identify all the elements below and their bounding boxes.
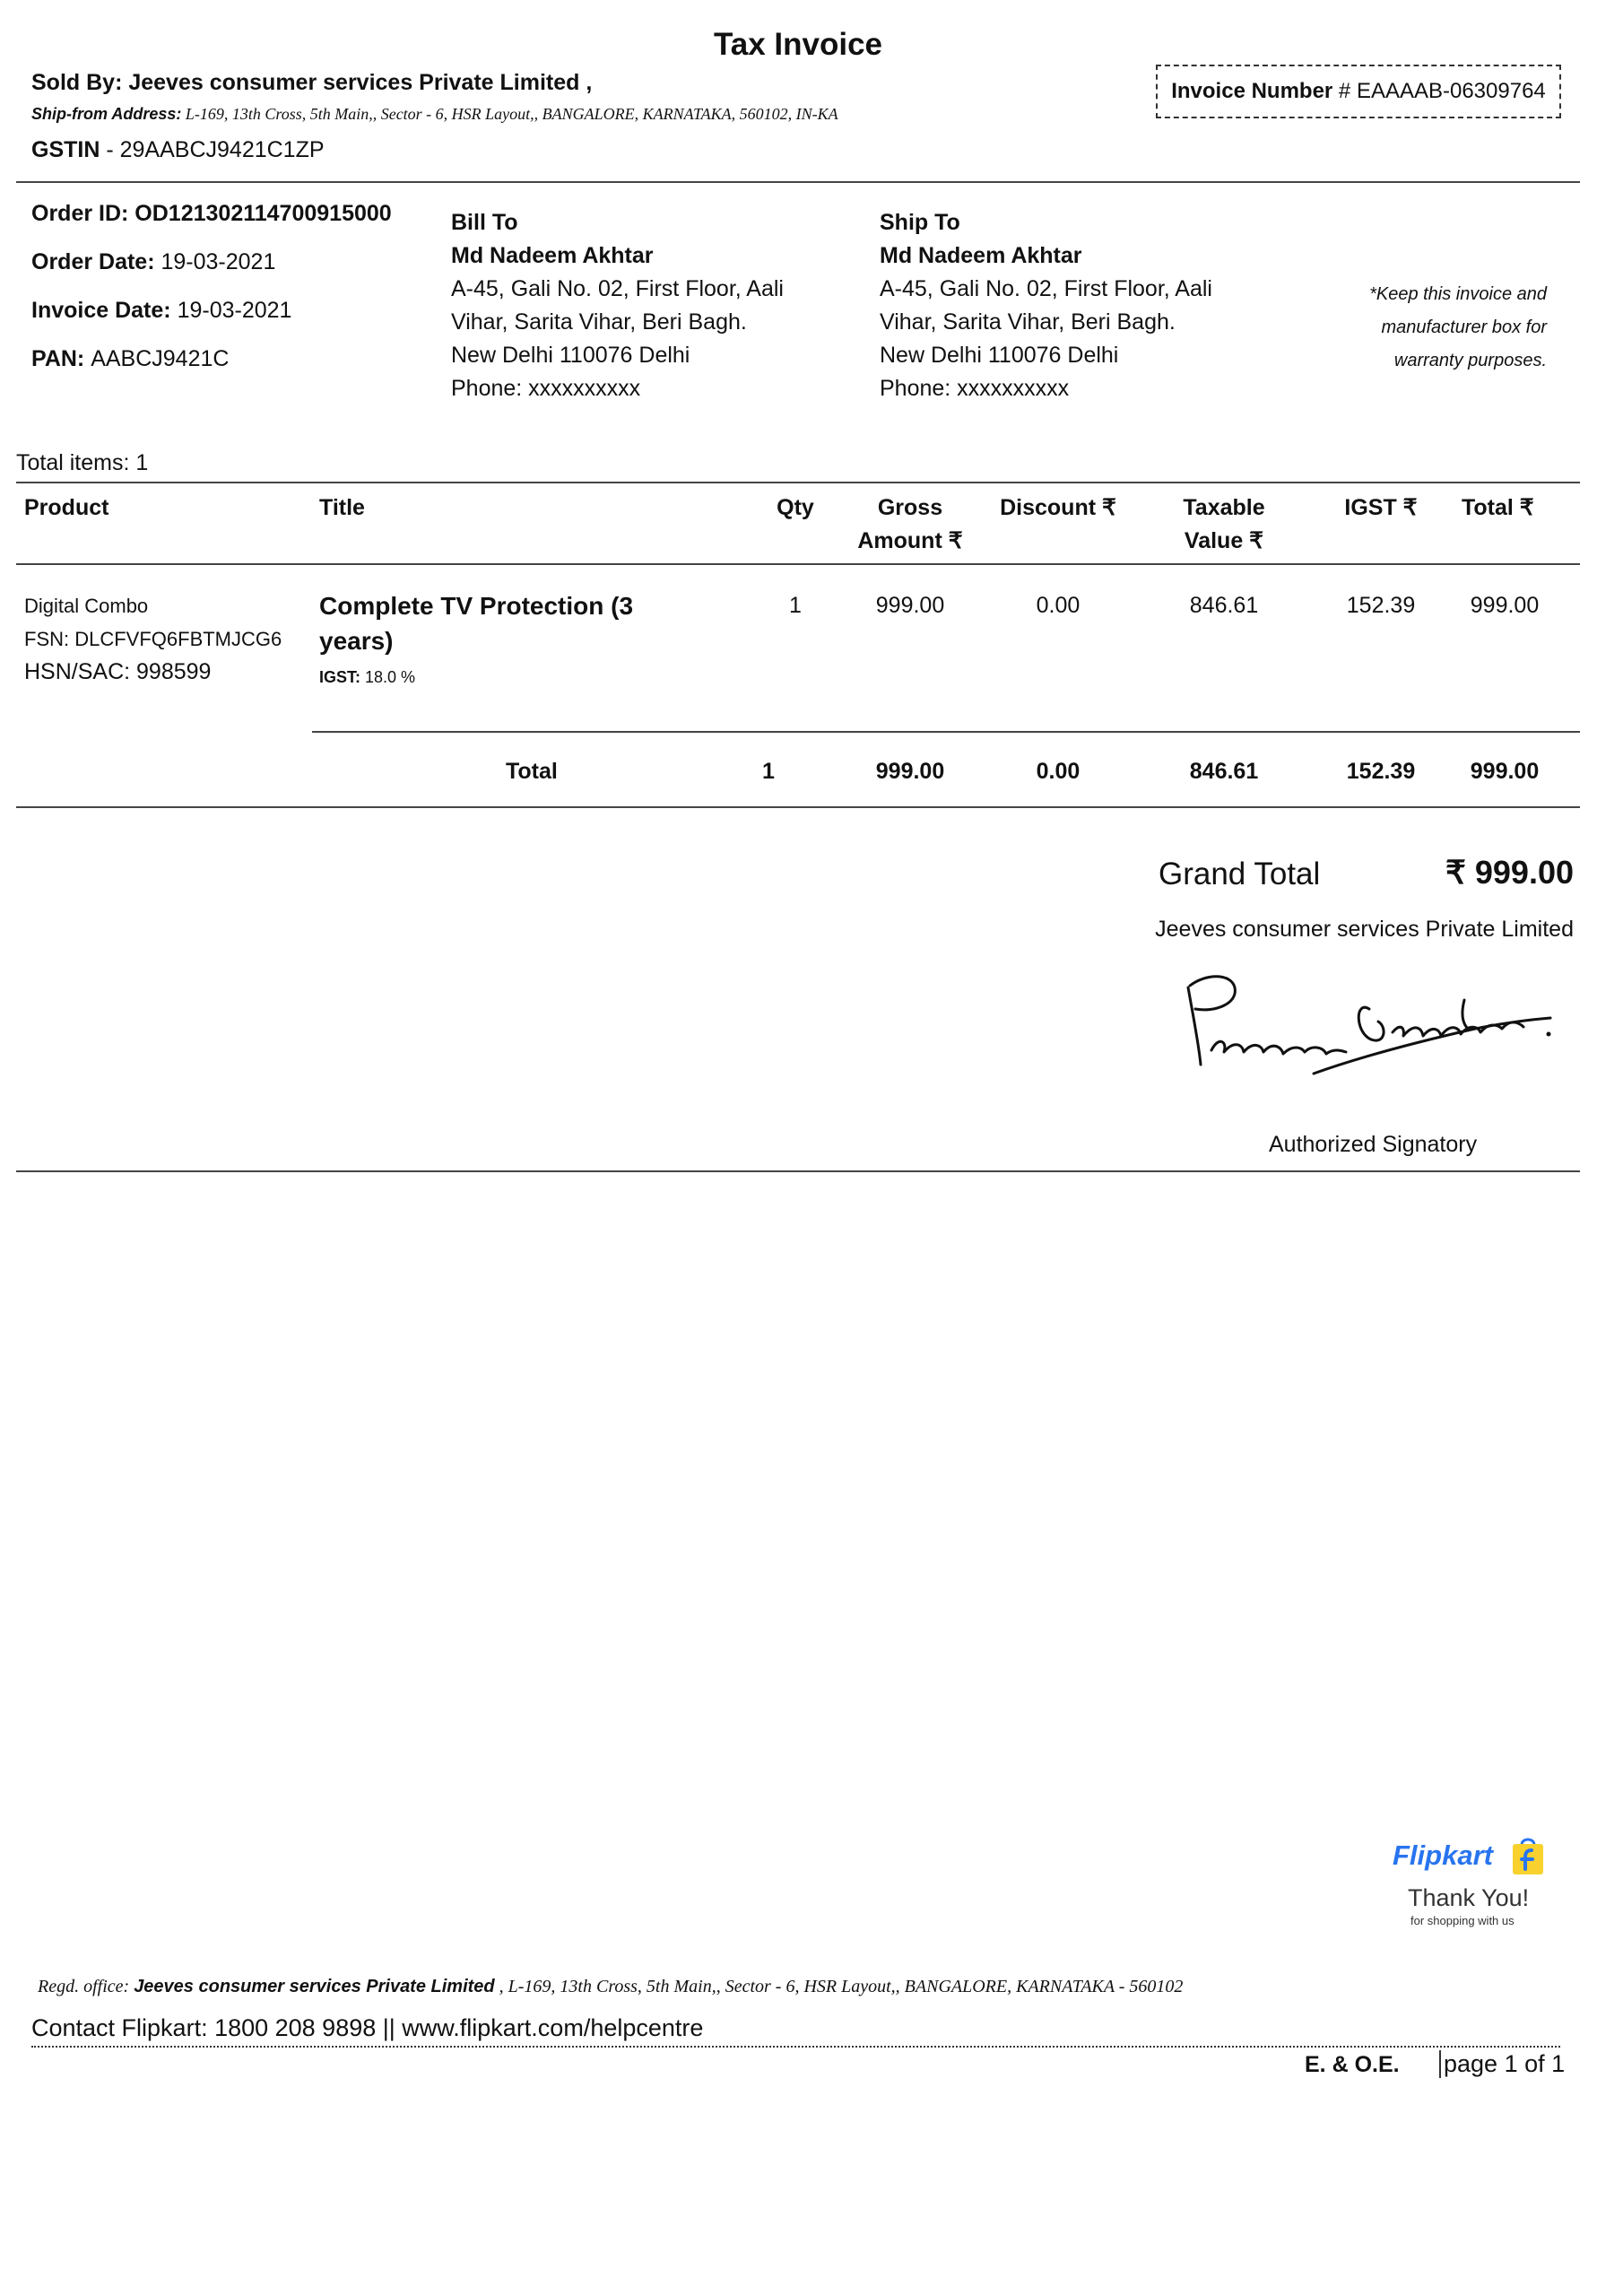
ship-from-value: L-169, 13th Cross, 5th Main,, Sector - 6, HSR Layout,, BANGALORE, KARNATAKA, 560102, IN-KA: [181, 105, 838, 123]
header-rule: [16, 563, 1580, 565]
totals-qty: 1: [762, 759, 775, 784]
bill-to-phone: Phone: xxxxxxxxxx: [451, 376, 641, 401]
signatory-company: Jeeves consumer services Private Limited: [1155, 917, 1574, 942]
totals-rule: [312, 731, 1580, 733]
grand-total-value: ₹ 999.00: [1445, 854, 1574, 891]
totals-igst: 152.39: [1346, 759, 1416, 784]
flipkart-logo: [1390, 1834, 1560, 1933]
item-title-line2: years): [319, 627, 394, 655]
item-taxable: 846.61: [1189, 593, 1259, 618]
contact-line: Contact Flipkart: 1800 208 9898 || www.flipkart.com/helpcentre: [31, 2014, 704, 2041]
ship-to-line1: A-45, Gali No. 02, First Floor, Aali: [880, 276, 1212, 301]
col-discount: Discount ₹: [1000, 495, 1116, 520]
item-total: 999.00: [1470, 593, 1540, 618]
eoe: E. & O.E.: [1305, 2052, 1400, 2077]
item-igst: 152.39: [1346, 593, 1416, 618]
order-date-label: Order Date:: [31, 249, 161, 274]
totals-discount: 0.00: [1036, 759, 1081, 784]
registered-office: [38, 1977, 1183, 1997]
ship-to-name: Md Nadeem Akhtar: [880, 243, 1082, 268]
page-title: Tax Invoice: [713, 27, 883, 62]
bill-to-line2: Vihar, Sarita Vihar, Beri Bagh.: [451, 309, 747, 335]
col-taxable: [1157, 491, 1291, 558]
gstin: [31, 137, 325, 163]
invoice-date-value: 19-03-2021: [177, 298, 292, 323]
signature-image: [1179, 964, 1556, 1090]
totals-total: 999.00: [1470, 759, 1540, 784]
flipkart-wordmark: Flipkart: [1393, 1839, 1493, 1871]
grand-total-label: Grand Total: [1159, 857, 1321, 891]
invoice-date: [31, 298, 291, 324]
col-title: Title: [319, 495, 365, 520]
order-date: [31, 249, 275, 275]
invoice-number-box: [1156, 65, 1561, 118]
col-taxable-line2: Value ₹: [1184, 528, 1264, 553]
product-hsn: HSN/SAC: 998599: [24, 659, 212, 684]
total-items: Total items: 1: [16, 450, 149, 475]
order-date-value: 19-03-2021: [161, 249, 276, 274]
order-id-label: Order ID:: [31, 201, 135, 226]
col-total: Total ₹: [1462, 495, 1534, 520]
table-bottom-rule: [16, 806, 1580, 808]
totals-gross: 999.00: [875, 759, 945, 784]
item-igst-rate-label: IGST:: [319, 668, 361, 686]
regd-company: Jeeves consumer services Private Limited: [134, 1977, 495, 1996]
bill-to-name: Md Nadeem Akhtar: [451, 243, 654, 268]
invoice-date-label: Invoice Date:: [31, 298, 178, 323]
bill-to-heading: Bill To: [451, 210, 518, 235]
bill-to-line3: New Delhi 110076 Delhi: [451, 343, 690, 368]
shopping-bag-icon: [1511, 1836, 1545, 1875]
item-gross: 999.00: [875, 593, 945, 618]
ship-to-heading: Ship To: [880, 210, 960, 235]
warranty-note-line2: manufacturer box for: [1381, 317, 1547, 337]
ship-to-phone: Phone: xxxxxxxxxx: [880, 376, 1070, 401]
col-igst: IGST ₹: [1344, 495, 1418, 520]
signature-rule: [16, 1170, 1580, 1172]
warranty-note-line1: *Keep this invoice and: [1369, 284, 1547, 304]
sold-by: Sold By: Jeeves consumer services Private Limited ,: [31, 70, 593, 95]
ship-to-line3: New Delhi 110076 Delhi: [880, 343, 1119, 368]
ship-from-label: Ship-from Address:: [31, 105, 182, 123]
thank-you-text: Thank You!: [1408, 1884, 1530, 1911]
product-name: Digital Combo: [24, 595, 149, 617]
invoice-number-value: # EAAAAB-06309764: [1332, 79, 1546, 103]
totals-label: Total: [506, 759, 558, 784]
pan-label: PAN:: [31, 346, 91, 371]
warranty-note-line3: warranty purposes.: [1393, 351, 1547, 370]
authorized-signatory: Authorized Signatory: [1269, 1132, 1478, 1157]
col-product: Product: [24, 495, 109, 520]
gstin-value: - 29AABCJ9421C1ZP: [100, 137, 325, 162]
order-id-value: OD121302114700915000: [135, 201, 392, 226]
ship-to-line2: Vihar, Sarita Vihar, Beri Bagh.: [880, 309, 1176, 335]
item-igst-rate-value: 18.0 %: [360, 668, 416, 686]
gstin-label: GSTIN: [31, 137, 100, 162]
totals-taxable: 846.61: [1189, 759, 1259, 784]
ship-to: [880, 206, 1212, 405]
divider: [16, 181, 1580, 183]
bill-to-line1: A-45, Gali No. 02, First Floor, Aali: [451, 276, 784, 301]
page-number: page 1 of 1: [1439, 2050, 1565, 2078]
product-fsn: FSN: DLCFVFQ6FBTMJCG6: [24, 628, 282, 650]
pan: [31, 346, 229, 372]
col-qty: Qty: [777, 495, 814, 520]
footer-dotted-rule: [31, 2046, 1560, 2048]
col-gross-line1: Gross: [877, 495, 943, 520]
regd-address: , L-169, 13th Cross, 5th Main,, Sector - 6, HSR Layout,, BANGALORE, KARNATAKA - 560102: [494, 1977, 1184, 1996]
thank-you-tagline: for shopping with us: [1410, 1914, 1515, 1927]
item-igst-rate: [319, 661, 415, 694]
ship-from-address: [31, 105, 838, 124]
item-title-line1: Complete TV Protection (3: [319, 592, 634, 620]
col-gross-line2: Amount ₹: [857, 528, 963, 553]
order-id: [31, 201, 392, 227]
col-gross: [843, 491, 977, 558]
item-qty: 1: [789, 593, 802, 618]
table-top-rule: [16, 482, 1580, 483]
item-discount: 0.00: [1036, 593, 1081, 618]
bill-to: [451, 206, 784, 405]
pan-value: AABCJ9421C: [91, 346, 230, 371]
col-taxable-line1: Taxable: [1183, 495, 1265, 520]
warranty-note: [1314, 278, 1547, 378]
regd-label: Regd. office:: [38, 1977, 135, 1996]
invoice-number-label: Invoice Number: [1171, 79, 1333, 103]
